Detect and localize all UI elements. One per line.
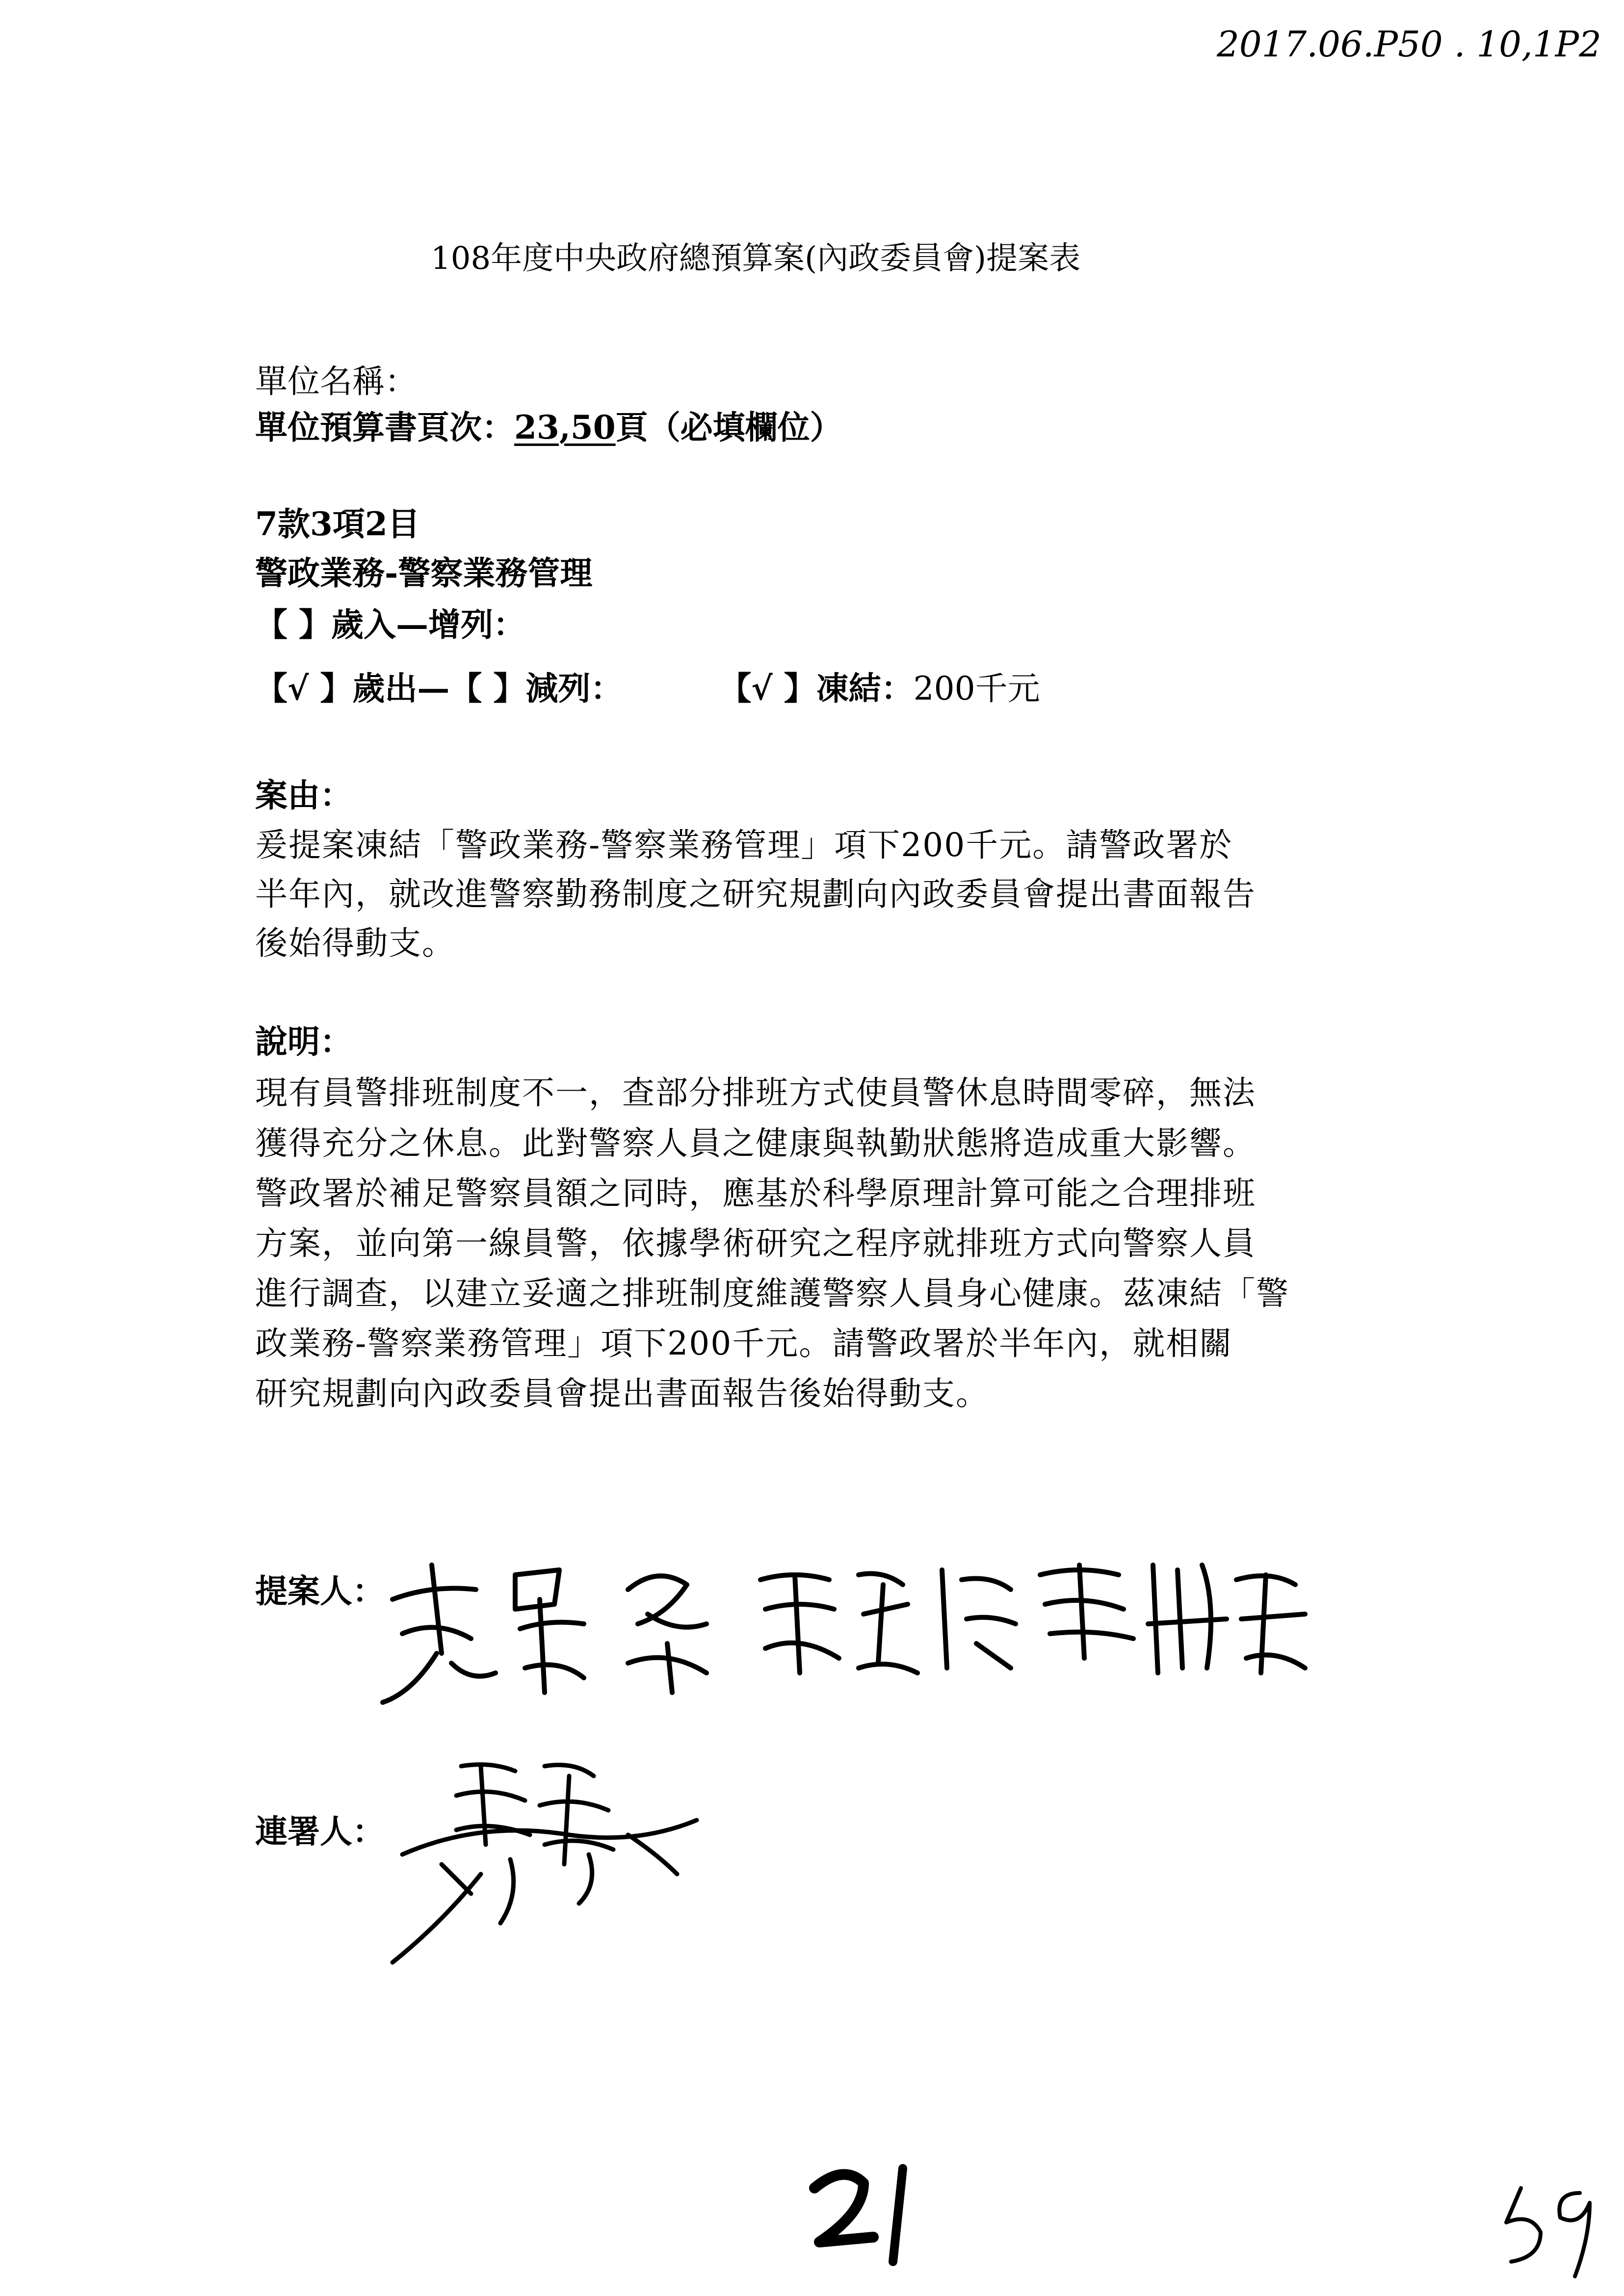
budget-page-value: 23,50 [514,408,616,446]
handwritten-corner-number [1492,2178,1614,2286]
budget-page-note: （必填欄位） [648,408,842,446]
explanation-line-6: 政業務-警察業務管理」項下200千元。請警政署於半年內，就相關 [255,1325,1233,1362]
explanation-line-5: 進行調查，以建立妥適之排班制度維護警察人員身心健康。茲凍結「警 [255,1275,1289,1312]
reason-line-2: 半年內，就改進警察勤務制度之研究規劃向內政委員會提出書面報告 [255,875,1256,913]
expense-line [255,669,1040,707]
explanation-line-1: 現有員警排班制度不一，查部分排班方式使員警休息時間零碎，無法 [255,1074,1256,1112]
budget-page-line [255,408,842,446]
budget-page-label: 單位預算書頁次： [255,408,514,446]
header-note-text: 2017.06.P50 . 10,1P2 [1217,24,1601,65]
proposer-label: 提案人： [255,1572,385,1610]
handwritten-page-number [805,2159,932,2271]
expense-freeze-option: 【√ 】凍結： [719,669,914,707]
corner-number-text: 59 [1492,2178,1493,2179]
revenue-line: 【 】歲入—增列： [255,605,525,644]
unit-name-label: 單位名稱： [255,363,417,400]
explanation-line-2: 獲得充分之休息。此對警察人員之健康與執勤狀態將造成重大影響。 [255,1124,1256,1162]
page-title: 108年度中央政府總預算案(內政委員會)提案表 [431,240,1081,277]
signature-3 [1040,1565,1305,1673]
section-code: 7款3項2目 [255,505,420,543]
expense-reduce-option: 【√ 】歲出—【 】減列： [255,669,623,707]
reason-line-1: 爰提案凍結「警政業務-警察業務管理」項下200千元。請警政署於 [255,826,1233,864]
signature-2 [760,1570,1016,1673]
handwritten-header-note [1217,10,1609,78]
reason-heading: 案由： [255,776,352,814]
cosigner-label: 連署人： [255,1812,385,1851]
freeze-amount: 200千元 [913,670,1040,707]
explanation-heading: 說明： [255,1022,352,1061]
item-name: 警政業務-警察業務管理 [255,554,593,592]
explanation-line-3: 警政署於補足警察員額之同時，應基於科學原理計算可能之合理排班 [255,1174,1256,1212]
cosigner-signature [383,1747,736,1972]
budget-page-unit: 頁 [615,408,648,446]
reason-line-3: 後始得動支。 [255,924,455,962]
signature-1 [383,1565,584,1702]
signature-1-b [628,1576,707,1693]
explanation-line-4: 方案，並向第一線員警，依據學術研究之程序就排班方式向警察人員 [255,1225,1256,1262]
proposer-signatures [373,1545,1315,1712]
explanation-line-7: 研究規劃向內政委員會提出書面報告後始得動支。 [255,1375,989,1412]
